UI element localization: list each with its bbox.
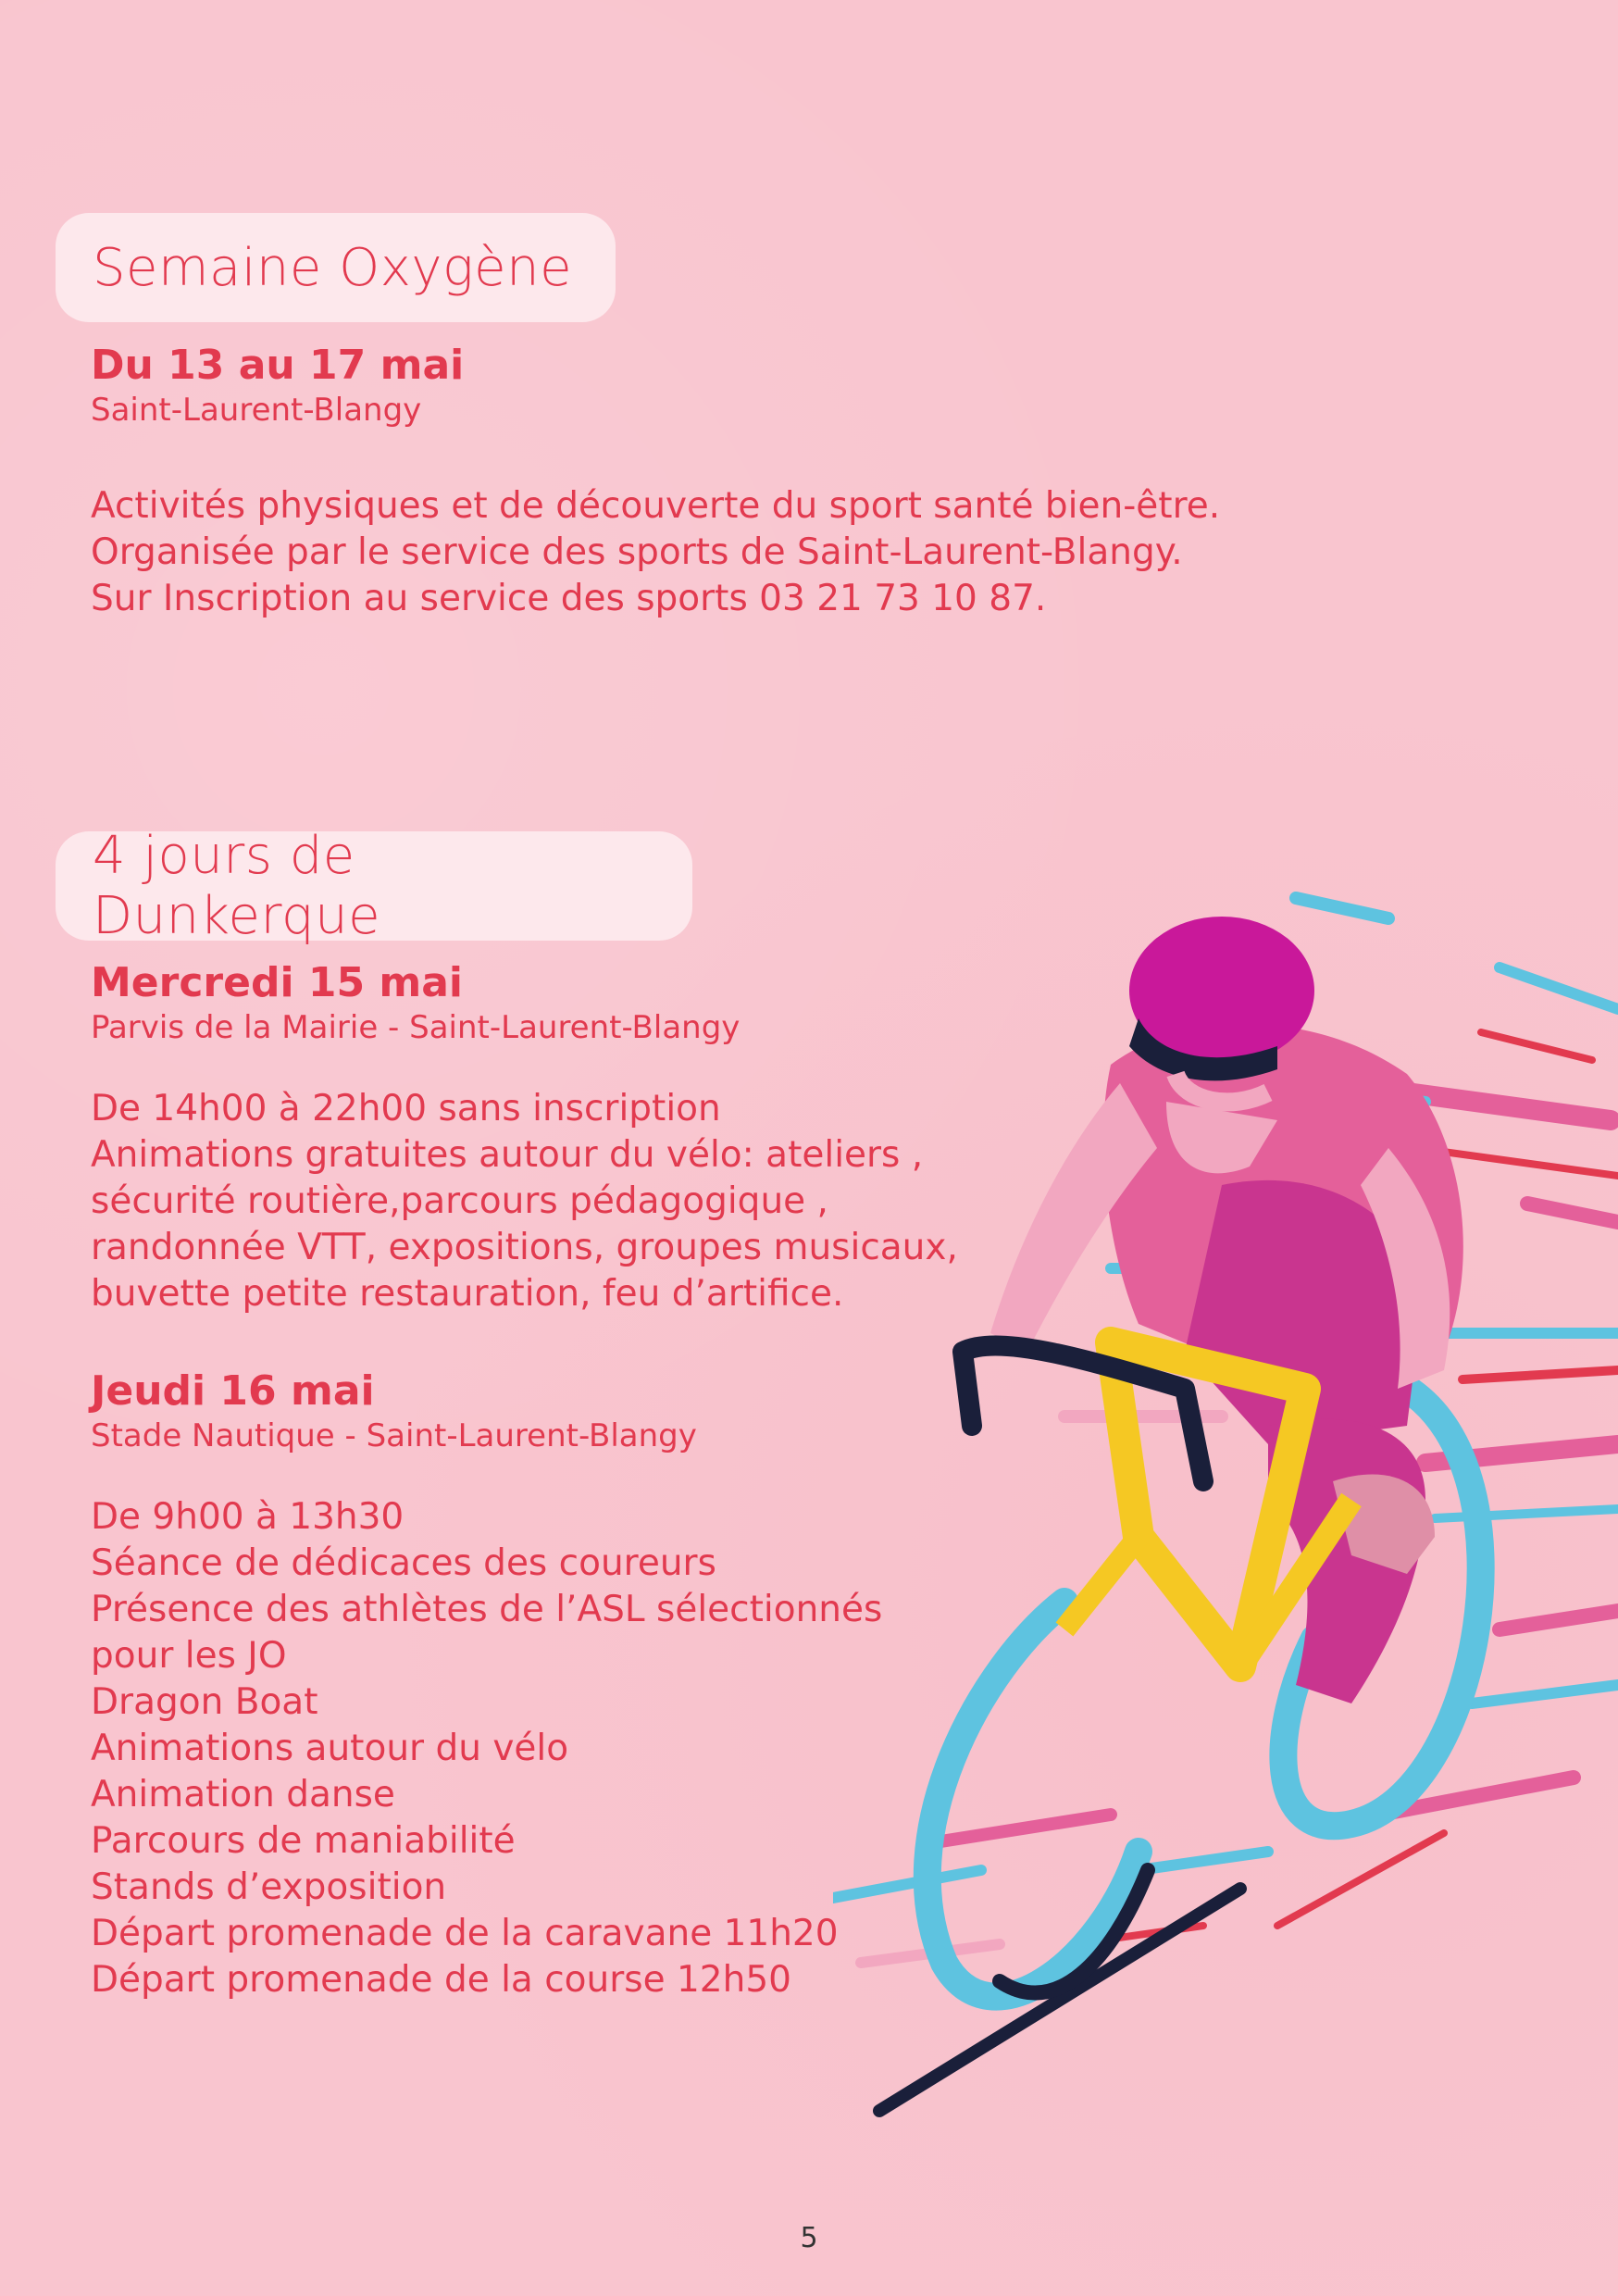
event-place: Saint-Laurent-Blangy [91,392,422,429]
description-line: Animations autour du vélo [91,1728,569,1769]
event-block [91,341,1221,622]
description-line: Animations gratuites autour du vélo: ateliers , [91,1134,924,1176]
page-number: 5 [800,2222,818,2254]
description-line: Départ promenade de la caravane 11h20 [91,1913,839,1954]
description-line: buvette petite restauration, feu d’artifice. [91,1273,844,1315]
section-title: Semaine Oxygène [93,237,573,298]
description-line: randonnée VTT, expositions, groupes musicaux, [91,1227,958,1268]
description-line: sécurité routière,parcours pédagogique , [91,1180,828,1222]
event-date: Du 13 au 17 mai [91,342,465,389]
description-line: pour les JO [91,1635,287,1677]
description-line: Parcours de maniabilité [91,1820,516,1862]
section-title: 4 jours de Dunkerque [93,826,381,946]
description-line: Départ promenade de la course 12h50 [91,1959,791,2001]
event-place: Parvis de la Mairie - Saint-Laurent-Blangy [91,1009,741,1046]
description-line: De 14h00 à 22h00 sans inscription [91,1088,721,1129]
description-line: Activités physiques et de découverte du sport santé bien-être. [91,485,1221,527]
description-line: Présence des athlètes de l’ASL sélectionnés [91,1589,883,1630]
cyclist-illustration [833,870,1618,2166]
description-line: Animation danse [91,1774,395,1816]
section-title-pill [56,213,616,322]
description-line: Organisée par le service des sports de Saint-Laurent-Blangy. [91,531,1183,573]
description-line: Dragon Boat [91,1681,318,1723]
description-line: Séance de dédicaces des coureurs [91,1542,716,1584]
event-date: Mercredi 15 mai [91,959,464,1006]
event-place: Stade Nautique - Saint-Laurent-Blangy [91,1417,697,1454]
event-description [91,483,1221,622]
description-line: Sur Inscription au service des sports 03 21 73 10 87. [91,578,1047,619]
description-line: Stands d’exposition [91,1866,447,1908]
section-title-pill [56,826,692,946]
event-date: Jeudi 16 mai [91,1367,375,1415]
description-line: De 9h00 à 13h30 [91,1496,404,1538]
